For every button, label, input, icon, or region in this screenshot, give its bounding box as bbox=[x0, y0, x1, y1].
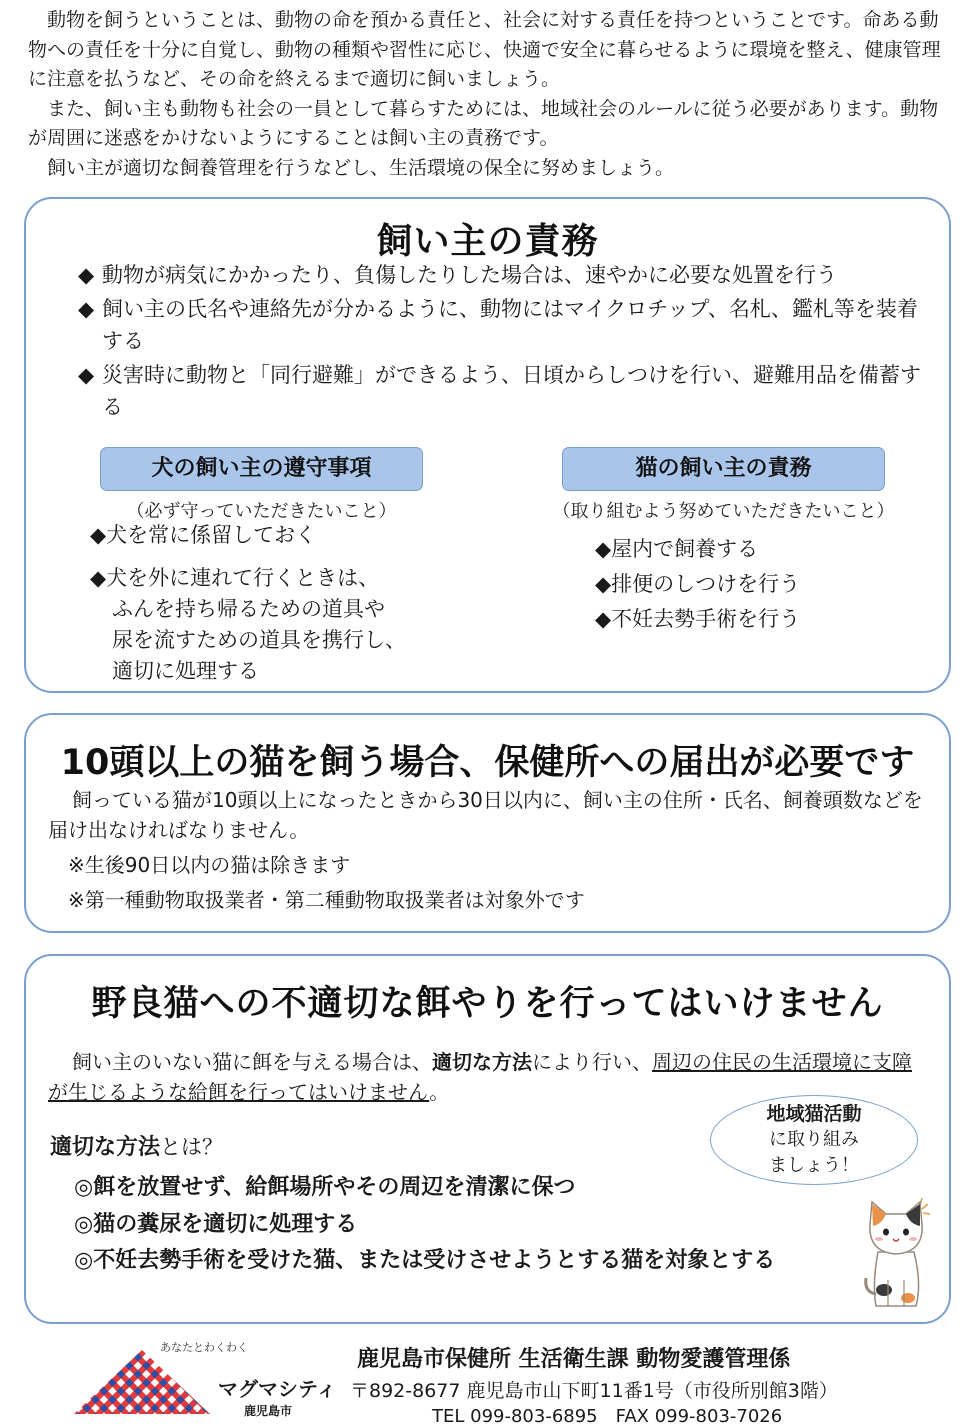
owner-duties-list bbox=[54, 259, 934, 425]
duty-item: ◆ 災害時に動物と「同行避難」ができるよう、日頃からしつけを行い、避難用品を備蓄する bbox=[54, 359, 934, 423]
diamond-bullet-icon: ◆ bbox=[90, 523, 107, 547]
diamond-bullet-icon: ◆ bbox=[90, 566, 107, 590]
logo-tagline: あなたとわくわく bbox=[160, 1341, 248, 1354]
dog-rules-list bbox=[90, 520, 430, 687]
cat-notification-body: 飼っている猫が10頭以上になったときから30日以内に、飼い主の住所・氏名、飼養頭数などを届け出なければなりません。 bbox=[48, 788, 923, 842]
cat-notification-note: ※生後90日以内の猫は除きます bbox=[68, 853, 351, 877]
footer-address: 〒892-8677 鹿児島市山下町11番1号（市役所別館3階） bbox=[350, 1380, 838, 1402]
cat-duty-item: ◆排便のしつけを行う bbox=[595, 572, 801, 596]
diamond-bullet-icon: ◆ bbox=[595, 572, 612, 596]
proper-method-item: ◎不妊去勢手術を受けた猫、または受けさせようとする猫を対象とする bbox=[74, 1248, 776, 1273]
proper-method-item: ◎餌を放置せず、給餌場所やその周辺を清潔に保つ bbox=[74, 1175, 576, 1200]
cat-duties-list bbox=[595, 534, 925, 639]
duty-item: ◆ 動物が病気にかかったり、負傷したりした場合は、速やかに必要な処置を行う bbox=[54, 259, 934, 291]
stray-feeding-box bbox=[24, 954, 951, 1324]
proper-method-question: 適切な方法とは？ bbox=[50, 1135, 224, 1160]
logo-name: マグマシティ bbox=[218, 1377, 337, 1401]
cat-notification-box bbox=[24, 713, 951, 933]
owner-duties-box bbox=[24, 197, 951, 693]
dog-rules-heading: 犬の飼い主の遵守事項 bbox=[100, 447, 423, 491]
intro-paragraph-1: 動物を飼うということは、動物の命を預かる責任と、社会に対する責任を持つということです。命ある動物への責任を十分に自覚し、動物の種類や習性に応じ、快適で安全に暮らせるように環境を整え、健康管理に注意を払うなど、その命を終えるまで適切に飼いましょう。 bbox=[28, 9, 941, 90]
footer-organization: 鹿児島市保健所 生活衛生課 動物愛護管理係 bbox=[357, 1347, 791, 1372]
cat-duty-item: ◆屋内で飼養する bbox=[595, 537, 759, 561]
duty-item: ◆ 飼い主の氏名や連絡先が分かるように、動物にはマイクロチップ、名札、鑑札等を装着する bbox=[54, 293, 934, 357]
logo-city: 鹿児島市 bbox=[244, 1404, 293, 1418]
cat-duties-note: （取り組むよう努めていただきたいこと） bbox=[552, 501, 895, 522]
cat-duty-item: ◆不妊去勢手術を行う bbox=[595, 607, 801, 631]
owner-duties-title: 飼い主の責務 bbox=[376, 221, 599, 262]
footer-contact: TEL 099-803-6895 FAX 099-803-7026 bbox=[432, 1406, 783, 1427]
community-cat-bubble: 地域猫活動 に取り組み ましょう！ bbox=[710, 1095, 918, 1185]
stray-feeding-body: 飼い主のいない猫に餌を与える場合は、適切な方法により行い、周辺の住民の生活環境に支障が生じるような給餌を行ってはいけません。 bbox=[48, 1050, 912, 1104]
diamond-bullet-icon: ◆ bbox=[78, 363, 95, 387]
intro-text bbox=[28, 6, 948, 183]
dog-rules-note: （必ず守っていただきたいこと） bbox=[126, 501, 397, 522]
dog-rule-item: ◆犬を常に係留しておく bbox=[90, 523, 317, 547]
cat-notification-note: ※第一種動物取扱業者・第二種動物取扱業者は対象外です bbox=[68, 888, 585, 912]
cat-notification-title: 10頭以上の猫を飼う場合、保健所への届出が必要です bbox=[60, 743, 915, 783]
diamond-bullet-icon: ◆ bbox=[595, 537, 612, 561]
dog-rule-item: ◆犬を外に連れて行くときは、 ふんを持ち帰るための道具や 尿を流すための道具を携行し、 適切に処理する bbox=[90, 566, 406, 683]
stray-feeding-title: 野良猫への不適切な餌やりを行ってはいけません bbox=[91, 984, 884, 1024]
proper-method-item: ◎猫の糞尿を適切に処理する bbox=[74, 1212, 358, 1237]
intro-paragraph-2: また、飼い主も動物も社会の一員として暮らすためには、地域社会のルールに従う必要があります。動物が周囲に迷惑をかけないようにすることは飼い主の責務です。 bbox=[28, 97, 939, 149]
cat-duties-heading: 猫の飼い主の責務 bbox=[562, 447, 885, 491]
diamond-bullet-icon: ◆ bbox=[595, 607, 612, 631]
diamond-bullet-icon: ◆ bbox=[78, 263, 95, 287]
intro-paragraph-3: 飼い主が適切な飼養管理を行うなどし、生活環境の保全に努めましょう。 bbox=[47, 156, 675, 179]
diamond-bullet-icon: ◆ bbox=[78, 297, 95, 321]
calico-cat-illustration bbox=[862, 1194, 932, 1314]
